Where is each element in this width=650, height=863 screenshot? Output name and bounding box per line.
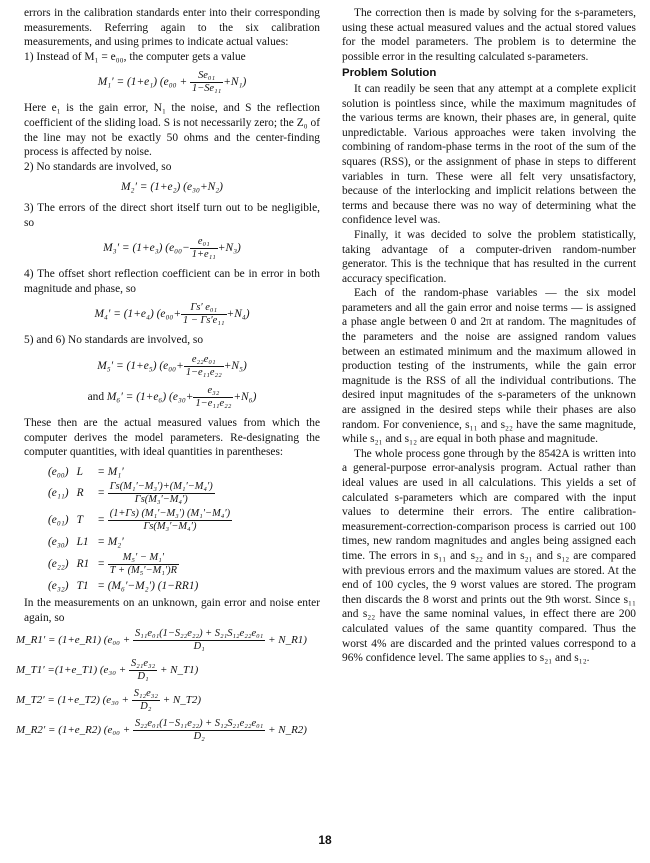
model-row: (e₃₂) T1 = (M₆′−M₂′) (1−RR1) [48, 579, 199, 592]
paragraph: The whole process gone through by the 8542A is written into a general-purpose error-analysis program. Actual rather than ideal values are used in all calculations. This yields a set of calculated s-parameters which are compared with the input values to determine their errors. The entire calibration-measurement-correction-comparison process is carried out 100 times, new random magnitudes and angles being assigned each time. The errors in s₁₁ and s₂₂ and in s₂₁ and s₁₂ are compared with previous errors and the maximum values are stored. At the end of 100 cycles, the 9 worst values are stored. The program then discards the 8 worst and prints out the 9th worst. Since s₁₁ and s₂₂ have the same nominal values, in effect there are 200 calculated values of the same quantity compared. Thus the worst 4% are discarded and the printed values correspond to a 96% confidence level. The same applies to s₂₁ and s₁₂. [342, 447, 636, 665]
model-equations [44, 464, 236, 595]
equation: M₃′ = (1+e₃) (e₀₀− $\frac{\text{e₀₁}}{\text{1+e₁₁}}$ +N₃) [103, 236, 241, 261]
model-row: (e₂₂) R1 = $\frac{\text{M₅′ − M₁′}}{\text{T + (M₅′−M₁′)R}}$ [48, 551, 177, 576]
paragraph: These then are the actual measured values from which the computer derives the model parameters. Re-designating the computer quantities, with ideal quantities in parentheses: [24, 416, 320, 459]
list-item: 2) No standards are involved, so [24, 160, 172, 173]
equation: and M₆′ = (1+e₆) (e₃₀+ $\frac{\text{e₃₂}}{\text{1−e₁₁e₂₂}}$ +N₆) [87, 384, 257, 409]
paragraph: Finally, it was decided to solve the problem statistically, taking advantage of a computer-driven random-number generator. This is the technique that has resulted in the current accuracy specification. [342, 228, 636, 285]
equation: M₅′ = (1+e₅) (e₀₀+ $\frac{\text{e₂₂e₀₁}}{\text{1−e₁₁e₂₂}}$ +N₅) [97, 353, 247, 378]
model-row: (e₁₁) R = $\frac{\text{Γs(M₁′−M₃′)+(M₁′−M₄′)}}{\text{Γs(M₃′−M₄′)}}$ [48, 481, 213, 506]
paragraph: Each of the random-phase variables — the six model parameters and all the gain error and noise terms — is assigned a phase angle between 0 and 2π at random. The magnitudes of the parameters and the noise are assigned random values between an estimated minimum and the maximum allowed in production testing of the instruments, while the gain error magnitude is the RSS of all the individual contributions. The desired input magnitudes of the s-parameters of the unknown are assigned in the desired steps while their phases are also random. For convenience, s₁₁ and s₂₂ have the same magnitude, while s₂₁ and s₁₂ are equal in both phase and magnitude. [342, 287, 636, 446]
section-heading: Problem Solution [342, 67, 437, 80]
list-item: 1) Instead of M₁ = e₀₀, the computer gets a value [24, 50, 246, 63]
right-column [342, 6, 636, 666]
list-item: 5) and 6) No standards are involved, so [24, 334, 204, 347]
equation: M₄′ = (1+e₄) (e₀₀+ $\frac{\text{Γs′ e₀₁}}{\text{1 − Γs′e₁₁}}$ +N₄) [94, 302, 250, 327]
model-row: (e₀₁) T = $\frac{\text{(1+Γs) (M₁′−M₃′) (M₁′−M₄′)}}{\text{Γs(M₃′−M₄′)}}$ [48, 508, 231, 533]
equation: M₁′ = (1+e₁) (e₀₀ + $\frac{\text{Se₀₁}}{\text{1−Se₁₁}}$ +N₁) [97, 70, 247, 95]
equation: M_T2′ = (1+e_T2) (e₃₀ + $\frac{\text{S₁₂e₃₂}}{\text{D₂}}$ + N_T2) [16, 687, 202, 712]
equation: M_T1′ =(1+e_T1) (e₃₀ + $\frac{\text{S₂₁e₃₂}}{\text{D₁}}$ + N_T1) [16, 657, 199, 682]
equation: M_R2′ = (1+e_R2) (e₀₀ + $\frac{\text{S₂₂e₀₁(1−S₁₁e₂₂) + S₁₂S₂₁e₂₂e₀₁}}{\text{D₂}}$ + N_R2) [16, 717, 307, 742]
model-row: (e₃₀) L1 = M₂′ [48, 536, 124, 549]
left-column [16, 6, 320, 748]
list-item: 4) The offset short reflection coefficient can be in error in both magnitude and phase, so [24, 268, 320, 295]
equation: M₂′ = (1+e₂) (e₃₀+N₂) [121, 181, 223, 194]
list-item: 3) The errors of the direct short itself turn out to be negligible, so [24, 201, 320, 229]
paragraph: In the measurements on an unknown, gain error and noise enter again, so [24, 597, 320, 625]
paragraph: The correction then is made by solving for the s-parameters, using these actual measured values and the actual stored values for the model parameters. The problem is to determine the possible error in the resulting calculated s-parameters. [342, 7, 636, 63]
equation: M_R1′ = (1+e_R1) (e₀₀ + $\frac{\text{S₁₁e₀₁(1−S₂₂e₂₂) + S₂₁S₁₂e₂₂e₀₁}}{\text{D₁}}$ + N_R1) [16, 627, 307, 652]
model-row: (e₀₀) L = M₁′ [48, 465, 124, 478]
paragraph: errors in the calibration standards enter into their corresponding measurements. Referring again to the six calibration measurements, and using primes to indicate actual values: [24, 7, 320, 49]
page-number: 18 [318, 833, 332, 847]
paragraph: It can readily be seen that any attempt at a complete explicit solution is pointless since, while the maximum magnitudes of the various terms are known, their phases are, in general, quite unpredictable. Various approaches were taken involving the combining of random-phase terms in the root of the sum of the squares (RSS), or the assignment of phase in steps to different variables in turn. These were all felt very unsatisfactory, because of the interlocking and implicit relations between the terms and because there was no way of determining what the confidence level was. [342, 82, 636, 227]
paragraph: Here e₁ is the gain error, N₁ the noise, and S the reflection coefficient of the sliding load. S is not necessarily zero; the Z₀ of the line may not be exactly 50 ohms and the center-finding process is affected by noise. [24, 102, 320, 159]
